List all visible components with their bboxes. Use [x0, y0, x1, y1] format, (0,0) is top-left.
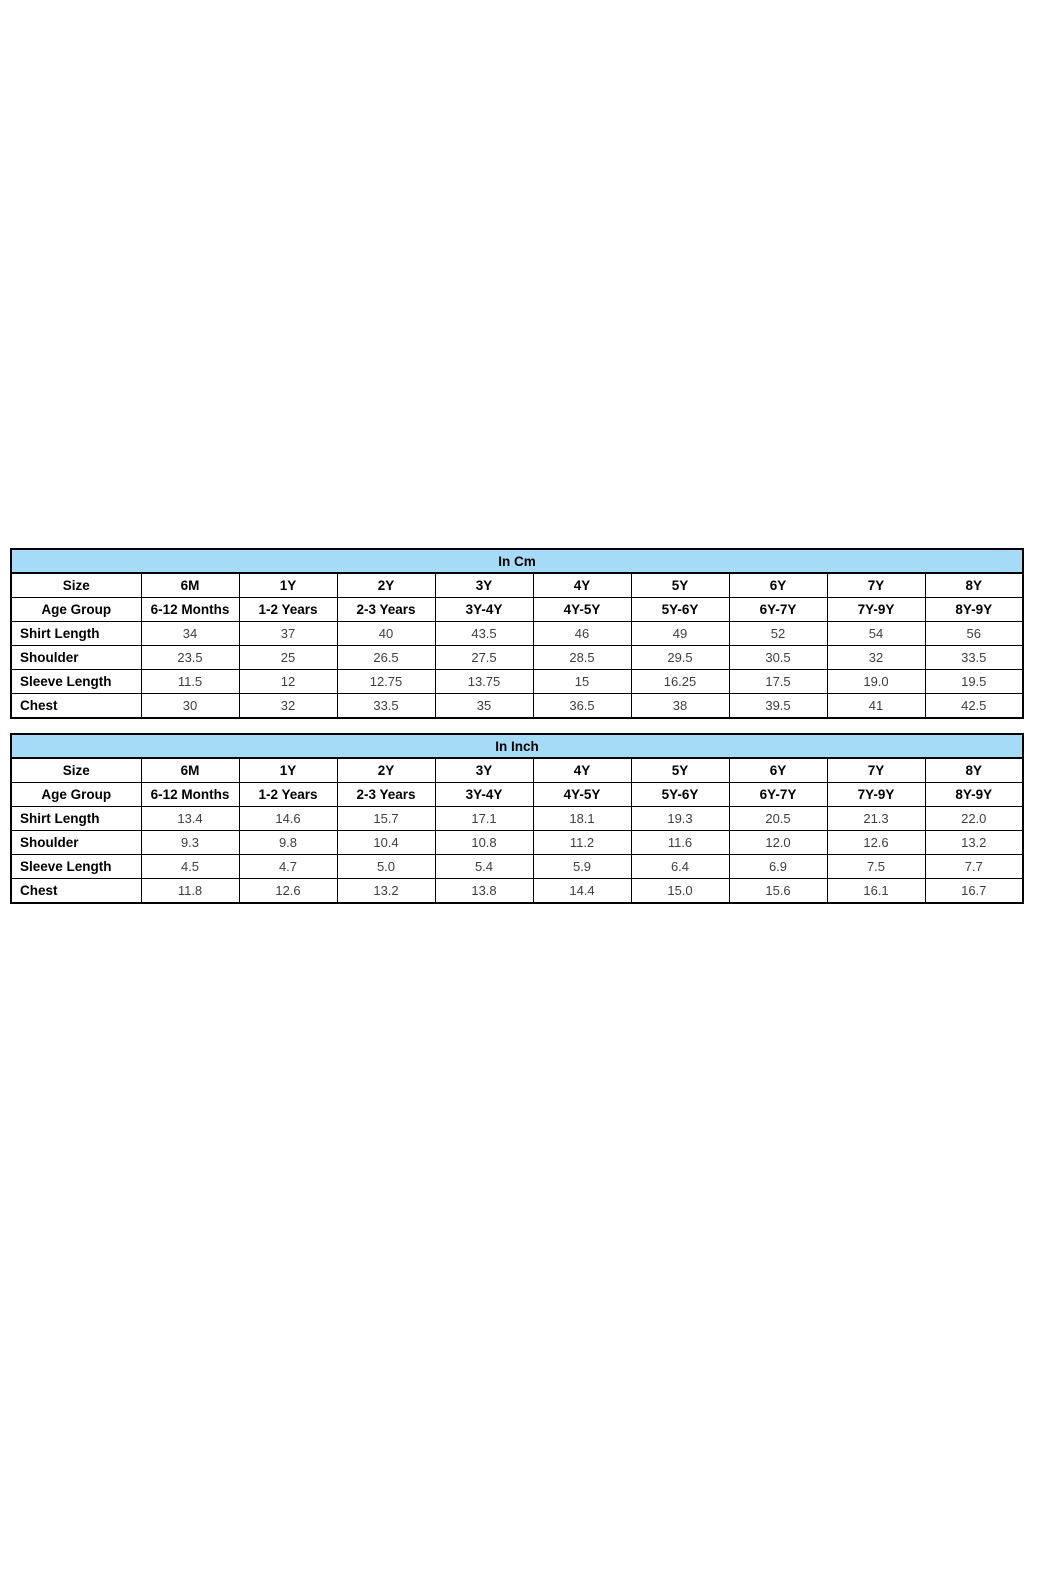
table-title-row: [11, 549, 1023, 573]
cell: 26.5: [337, 646, 435, 670]
cell: 37: [239, 622, 337, 646]
cell: 5.4: [435, 855, 533, 879]
cell: 6-12 Months: [141, 783, 239, 807]
row-label: Shoulder: [11, 646, 141, 670]
cell: 27.5: [435, 646, 533, 670]
cell: 7Y-9Y: [827, 783, 925, 807]
cell: 46: [533, 622, 631, 646]
cell: 5Y-6Y: [631, 598, 729, 622]
cell: 9.8: [239, 831, 337, 855]
cell: 32: [827, 646, 925, 670]
cell: 7Y: [827, 758, 925, 783]
table-row: [11, 646, 1023, 670]
cell: 19.0: [827, 670, 925, 694]
cell: 6Y-7Y: [729, 783, 827, 807]
table-title-cm: In Cm: [11, 549, 1023, 573]
cell: 2Y: [337, 758, 435, 783]
cell: 6M: [141, 573, 239, 598]
cell: 4Y: [533, 573, 631, 598]
cell: 13.2: [925, 831, 1023, 855]
size-table-cm: [10, 548, 1024, 719]
cell: 14.4: [533, 879, 631, 904]
cell: 8Y: [925, 758, 1023, 783]
table-title-inch: In Inch: [11, 734, 1023, 758]
row-label: Chest: [11, 879, 141, 904]
cell: 6.4: [631, 855, 729, 879]
cell: 1Y: [239, 758, 337, 783]
cell: 54: [827, 622, 925, 646]
table-row: [11, 758, 1023, 783]
cell: 10.8: [435, 831, 533, 855]
table-row: [11, 694, 1023, 719]
cell: 41: [827, 694, 925, 719]
row-label: Size: [11, 758, 141, 783]
cell: 13.2: [337, 879, 435, 904]
cell: 33.5: [337, 694, 435, 719]
row-label: Age Group: [11, 783, 141, 807]
row-label: Chest: [11, 694, 141, 719]
cell: 35: [435, 694, 533, 719]
cell: 8Y-9Y: [925, 598, 1023, 622]
table-row: [11, 831, 1023, 855]
cell: 25: [239, 646, 337, 670]
cell: 17.1: [435, 807, 533, 831]
cell: 6Y: [729, 758, 827, 783]
table-row: [11, 573, 1023, 598]
cell: 4Y: [533, 758, 631, 783]
cell: 3Y: [435, 573, 533, 598]
table-row: [11, 807, 1023, 831]
cell: 12.0: [729, 831, 827, 855]
table-row: [11, 598, 1023, 622]
cell: 16.25: [631, 670, 729, 694]
cell: 5.0: [337, 855, 435, 879]
cell: 34: [141, 622, 239, 646]
cell: 42.5: [925, 694, 1023, 719]
cell: 5.9: [533, 855, 631, 879]
table-row: [11, 670, 1023, 694]
cell: 29.5: [631, 646, 729, 670]
row-label: Age Group: [11, 598, 141, 622]
cell: 5Y: [631, 758, 729, 783]
cell: 11.8: [141, 879, 239, 904]
cell: 22.0: [925, 807, 1023, 831]
cell: 17.5: [729, 670, 827, 694]
cell: 10.4: [337, 831, 435, 855]
cell: 39.5: [729, 694, 827, 719]
row-label: Shirt Length: [11, 622, 141, 646]
cell: 8Y-9Y: [925, 783, 1023, 807]
cell: 2-3 Years: [337, 783, 435, 807]
cell: 8Y: [925, 573, 1023, 598]
cell: 7Y: [827, 573, 925, 598]
cell: 52: [729, 622, 827, 646]
cell: 11.5: [141, 670, 239, 694]
cell: 6M: [141, 758, 239, 783]
cell: 6Y: [729, 573, 827, 598]
cell: 16.7: [925, 879, 1023, 904]
cell: 23.5: [141, 646, 239, 670]
cell: 49: [631, 622, 729, 646]
table-row: [11, 783, 1023, 807]
cell: 11.6: [631, 831, 729, 855]
cell: 21.3: [827, 807, 925, 831]
cell: 12.6: [239, 879, 337, 904]
row-label: Sleeve Length: [11, 855, 141, 879]
table-row: [11, 622, 1023, 646]
cell: 13.8: [435, 879, 533, 904]
cell: 30.5: [729, 646, 827, 670]
cell: 7.7: [925, 855, 1023, 879]
cell: 56: [925, 622, 1023, 646]
cell: 5Y-6Y: [631, 783, 729, 807]
cell: 3Y-4Y: [435, 598, 533, 622]
cell: 9.3: [141, 831, 239, 855]
cell: 15.7: [337, 807, 435, 831]
cell: 4.5: [141, 855, 239, 879]
cell: 20.5: [729, 807, 827, 831]
table-title-row: [11, 734, 1023, 758]
cell: 30: [141, 694, 239, 719]
cell: 14.6: [239, 807, 337, 831]
cell: 19.3: [631, 807, 729, 831]
cell: 1-2 Years: [239, 783, 337, 807]
cell: 28.5: [533, 646, 631, 670]
cell: 6.9: [729, 855, 827, 879]
cell: 15.6: [729, 879, 827, 904]
row-label: Sleeve Length: [11, 670, 141, 694]
cell: 12: [239, 670, 337, 694]
cell: 16.1: [827, 879, 925, 904]
cell: 11.2: [533, 831, 631, 855]
cell: 12.6: [827, 831, 925, 855]
cell: 3Y-4Y: [435, 783, 533, 807]
cell: 5Y: [631, 573, 729, 598]
cell: 1-2 Years: [239, 598, 337, 622]
row-label: Shirt Length: [11, 807, 141, 831]
cell: 40: [337, 622, 435, 646]
row-label: Shoulder: [11, 831, 141, 855]
cell: 38: [631, 694, 729, 719]
cell: 43.5: [435, 622, 533, 646]
cell: 4Y-5Y: [533, 783, 631, 807]
table-row: [11, 879, 1023, 904]
cell: 18.1: [533, 807, 631, 831]
cell: 6Y-7Y: [729, 598, 827, 622]
size-table-inch: [10, 733, 1024, 904]
cell: 2-3 Years: [337, 598, 435, 622]
cell: 6-12 Months: [141, 598, 239, 622]
cell: 15: [533, 670, 631, 694]
cell: 4.7: [239, 855, 337, 879]
cell: 15.0: [631, 879, 729, 904]
row-label: Size: [11, 573, 141, 598]
table-row: [11, 855, 1023, 879]
cell: 33.5: [925, 646, 1023, 670]
cell: 19.5: [925, 670, 1023, 694]
cell: 36.5: [533, 694, 631, 719]
table-body-cm: [11, 573, 1023, 718]
cell: 12.75: [337, 670, 435, 694]
cell: 1Y: [239, 573, 337, 598]
cell: 2Y: [337, 573, 435, 598]
cell: 13.75: [435, 670, 533, 694]
table-body-inch: [11, 758, 1023, 903]
cell: 4Y-5Y: [533, 598, 631, 622]
cell: 3Y: [435, 758, 533, 783]
cell: 7.5: [827, 855, 925, 879]
cell: 7Y-9Y: [827, 598, 925, 622]
cell: 32: [239, 694, 337, 719]
cell: 13.4: [141, 807, 239, 831]
